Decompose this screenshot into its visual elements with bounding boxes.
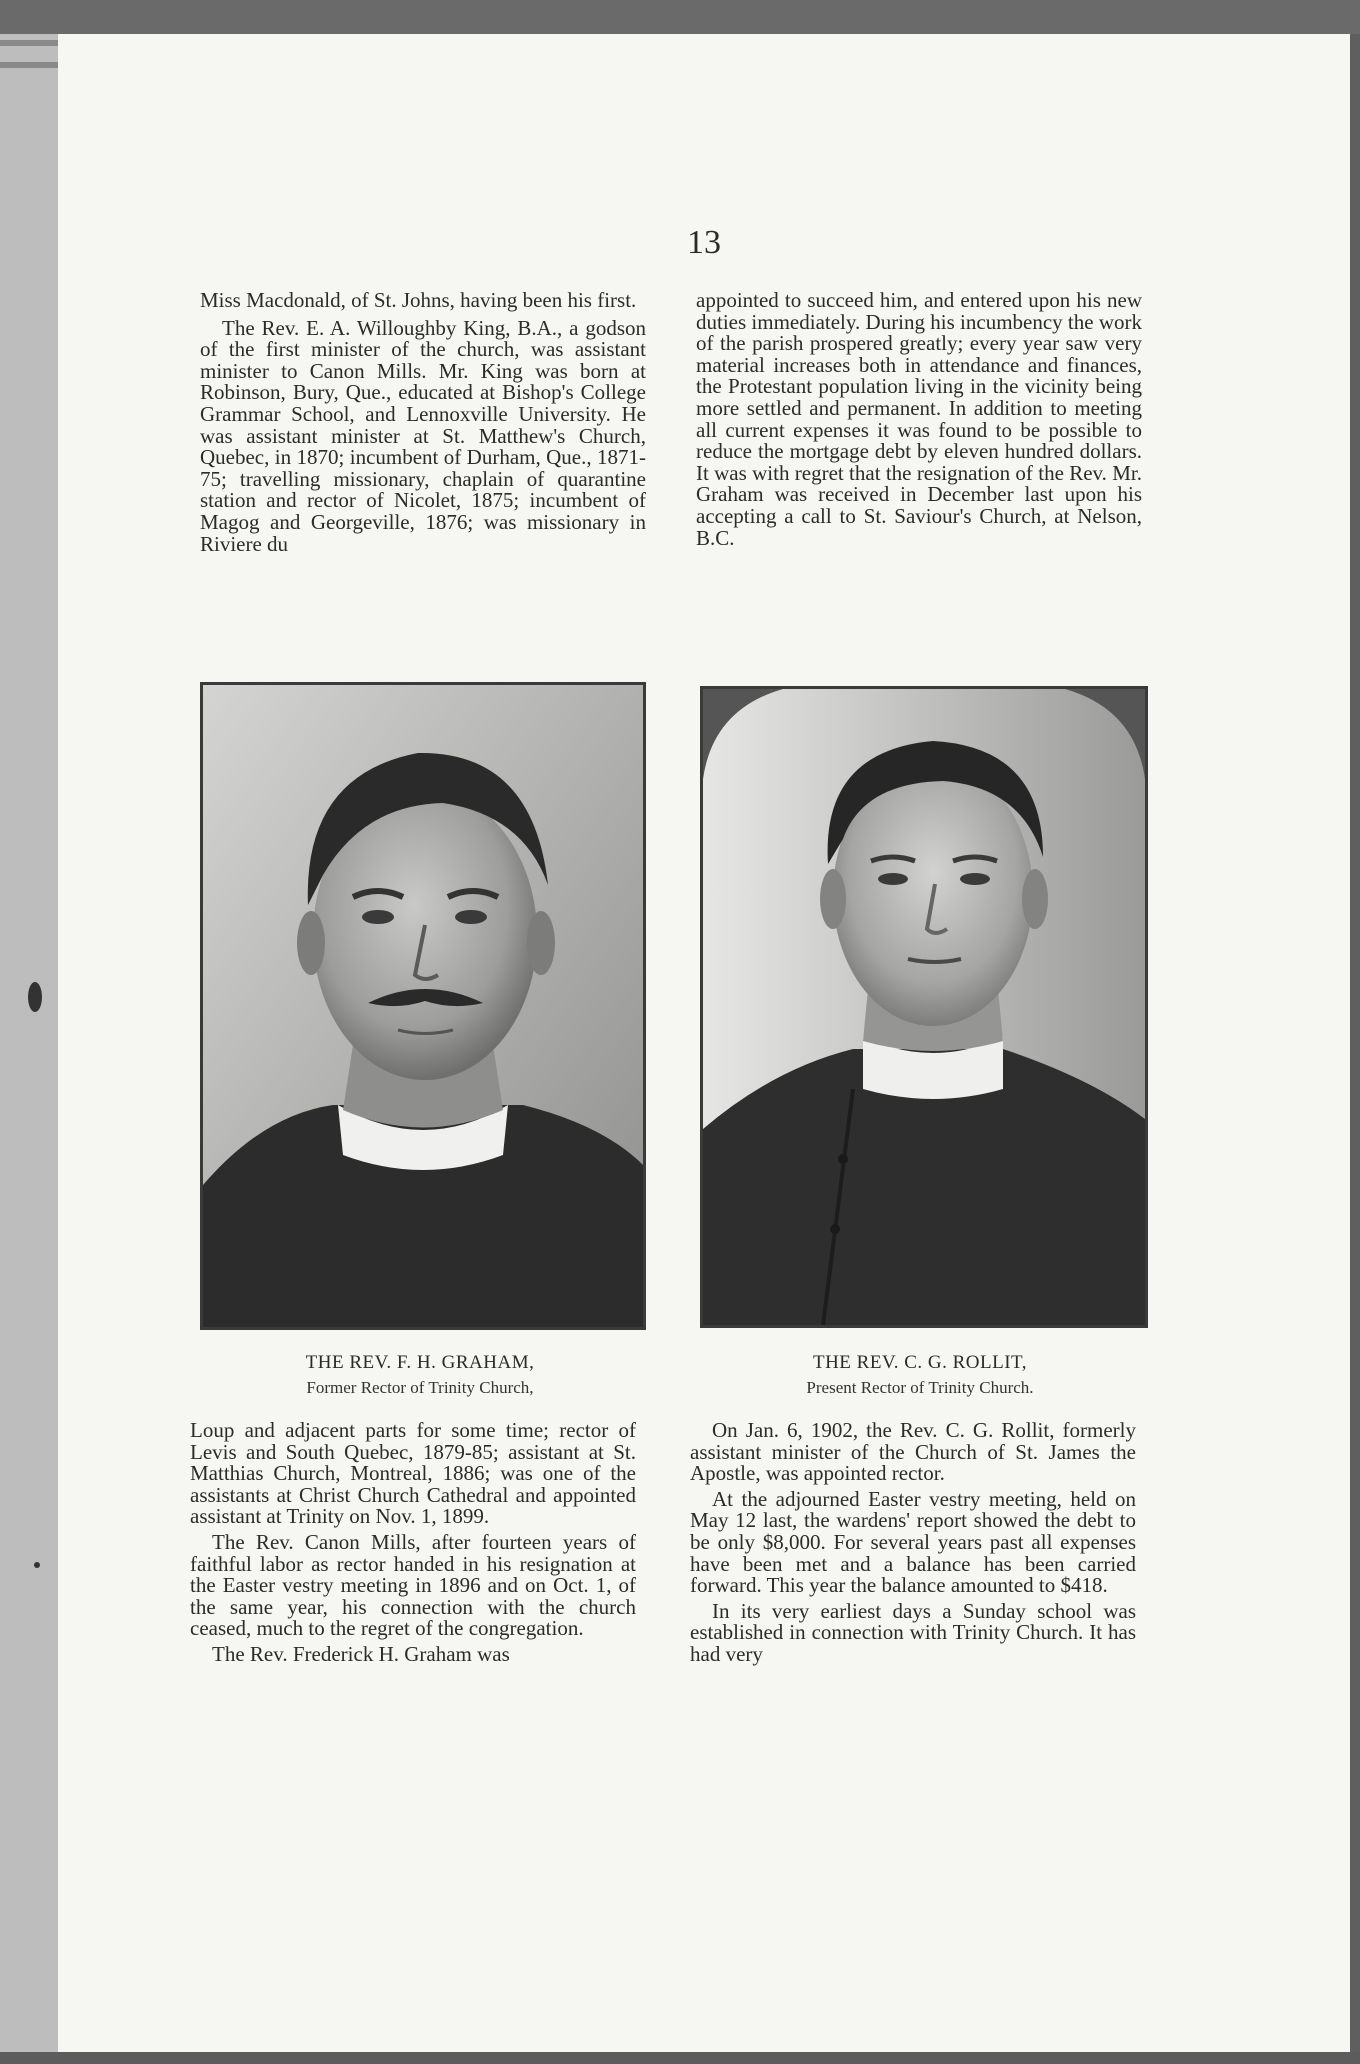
bottom-right-column (690, 1420, 1136, 1666)
portrait-graham-image (203, 685, 643, 1327)
caption-rollit-title: THE REV. C. G. ROLLIT, (812, 1352, 1027, 1373)
paragraph: At the adjourned Easter vestry meeting, held on May 12 last, the wardens' report showed the debt to be only $8,000. For several years past all expenses have been met and a balance has been carried forward. This year the balance amounted to $418. (690, 1486, 1136, 1598)
caption-graham-title: THE REV. F. H. GRAHAM, (305, 1352, 535, 1373)
ink-smudge (28, 982, 42, 1012)
paragraph: appointed to succeed him, and entered upon his new duties immediately. During his incumbency the work of the parish prospered greatly; every year saw very material increases both in attendance and finances, the Protestant population living in the vicinity being more settled and permanent. In addition to meeting all current expenses it was found to be possible to reduce the mortgage debt by eleven hundred dollars. It was with regret that the resignation of the Rev. Mr. Graham was received in December last upon his accepting a call to St. Saviour's Church, at Nelson, B.C. (696, 288, 1142, 550)
paragraph: The Rev. Canon Mills, after fourteen years of faithful labor as rector handed in his resignation at the Easter vestry meeting in 1896 and on Oct. 1, of the same year, his connection with the church ceased, much to the regret of the congregation. (190, 1529, 636, 1641)
caption-graham-subtitle: Former Rector of Trinity Church, (306, 1378, 534, 1397)
top-right-column (696, 290, 1142, 549)
paragraph: Miss Macdonald, of St. Johns, having been his first. (200, 288, 637, 312)
page-number: 13 (687, 224, 721, 261)
book-page (58, 34, 1350, 2060)
paragraph: The Rev. E. A. Willoughby King, B.A., a godson of the first minister of the church, was assistant minister to Canon Mills. Mr. King was born at Robinson, Bury, Que., educated at Bishop's College Grammar School, and Lennoxville University. He was assistant minister at St. Matthew's Church, Quebec, in 1870; incumbent of Durham, Que., 1871-75; travelling missionary, chaplain of quarantine station and rector of Nicolet, 1875; incumbent of Magog and Georgeville, 1876; was missionary in Riviere du (200, 315, 646, 556)
previous-page-edge (0, 34, 58, 2064)
portrait-graham (200, 682, 646, 1330)
bottom-left-column (190, 1420, 636, 1666)
portrait-rollit (700, 686, 1148, 1328)
paragraph: On Jan. 6, 1902, the Rev. C. G. Rollit, formerly assistant minister of the Church of St. James the Apostle, was appointed rector. (690, 1418, 1136, 1486)
portrait-rollit-image (703, 689, 1145, 1325)
ink-dot (34, 1562, 40, 1568)
scan-bottom-border (0, 2052, 1360, 2064)
caption-rollit-subtitle: Present Rector of Trinity Church. (806, 1378, 1034, 1397)
top-left-column (200, 290, 646, 555)
paragraph: The Rev. Frederick H. Graham was (212, 1641, 510, 1666)
scan-top-border (0, 0, 1360, 34)
paragraph: Loup and adjacent parts for some time; rector of Levis and South Quebec, 1879-85; assistant at St. Matthias Church, Montreal, 1886; was one of the assistants at Christ Church Cathedral and appointed assistant at Trinity on Nov. 1, 1899. (190, 1418, 636, 1529)
paragraph: In its very earliest days a Sunday school was established in connection with Trinity Church. It has had very (690, 1598, 1136, 1666)
